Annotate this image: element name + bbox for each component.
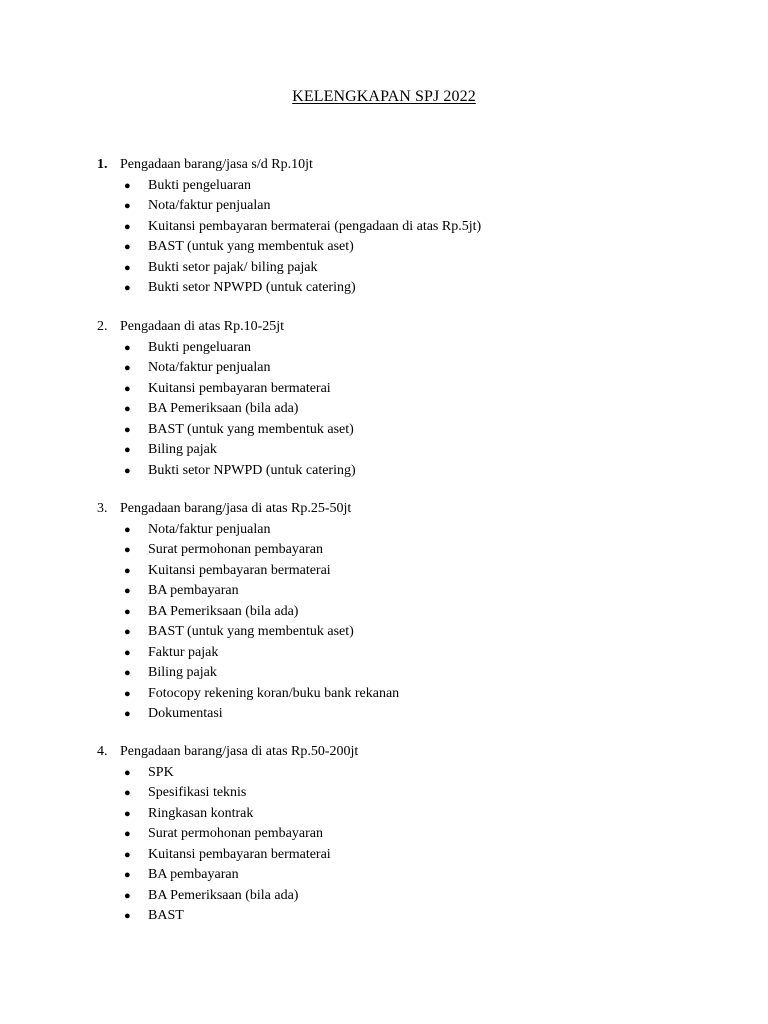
list-item [0,906,768,927]
section-items [0,176,768,299]
bullet-icon: ● [124,626,131,638]
list-item-text: Bukti setor NPWPD (untuk catering) [148,280,356,295]
section-label: Pengadaan barang/jasa di atas Rp.50-200jt [120,744,359,759]
list-item [0,420,768,441]
list-item-text: Surat permohonan pembayaran [148,826,323,841]
list-item [0,622,768,643]
list-item [0,704,768,725]
bullet-icon: ● [124,444,131,456]
section-number: 2. [97,319,108,334]
bullet-icon: ● [124,362,131,374]
list-item [0,763,768,784]
list-item [0,338,768,359]
list-item-text: Biling pajak [148,442,217,457]
section-3 [0,499,768,725]
list-item [0,643,768,664]
section-number: 4. [97,744,108,759]
list-item [0,278,768,299]
list-item-text: Bukti pengeluaran [148,339,252,355]
list-item [0,399,768,420]
list-item-text: Nota/faktur penjualan [148,360,271,375]
list-item-text: Bukti pengeluaran [148,177,252,193]
bullet-icon: ● [124,807,131,820]
list-item [0,440,768,461]
bullet-icon: ● [124,828,131,840]
list-item [0,237,768,258]
document-title: KELENGKAPAN SPJ 2022 [292,88,476,105]
bullet-icon: ● [124,523,131,536]
list-item-text: BAST (untuk yang membentuk aset) [148,239,354,254]
list-item-text: BAST (untuk yang membentuk aset) [148,624,354,639]
bullet-icon: ● [124,889,131,902]
bullet-icon: ● [124,544,131,556]
bullet-icon: ● [124,646,131,659]
list-item [0,684,768,705]
list-item-text: Nota/faktur penjualan [148,198,271,213]
bullet-icon: ● [124,585,131,597]
bullet-icon: ● [124,869,131,881]
list-item-text: Fotocopy rekening koran/buku bank rekanan [148,685,400,701]
list-item-text: Biling pajak [148,665,217,680]
list-item [0,520,768,541]
section-4 [0,742,768,927]
list-item [0,176,768,197]
list-item [0,196,768,217]
list-item-text: Ringkasan kontrak [148,805,254,821]
list-item-text: Kuitansi pembayaran bermaterai [148,380,331,396]
list-item-text: Faktur pajak [148,644,219,660]
section-label: Pengadaan di atas Rp.10-25jt [120,319,285,334]
list-item [0,602,768,623]
list-item [0,886,768,907]
section-heading [0,317,768,338]
list-item [0,258,768,279]
list-item [0,217,768,238]
list-item [0,824,768,845]
list-item-text: Bukti setor NPWPD (untuk catering) [148,462,356,478]
bullet-icon: ● [124,282,131,294]
list-item-text: BAST [148,908,184,923]
list-item-text: Spesifikasi teknis [148,785,247,800]
list-item-text: BA pembayaran [148,867,239,882]
list-item-text: Surat permohonan pembayaran [148,542,323,557]
list-item-text: BA Pemeriksaan (bila ada) [148,887,299,903]
list-item [0,783,768,804]
section-label: Pengadaan barang/jasa s/d Rp.10jt [120,157,313,172]
list-item [0,561,768,582]
section-label: Pengadaan barang/jasa di atas Rp.25-50jt [120,501,352,516]
bullet-icon: ● [124,708,131,720]
section-items [0,338,768,482]
bullet-icon: ● [124,261,131,274]
bullet-icon: ● [124,787,131,799]
bullet-icon: ● [124,910,131,922]
bullet-icon: ● [124,200,131,212]
section-2 [0,317,768,481]
list-item [0,379,768,400]
list-item-text: SPK [148,764,174,780]
section-heading [0,499,768,520]
bullet-icon: ● [124,687,131,700]
list-item [0,845,768,866]
list-item-text: Kuitansi pembayaran bermaterai [148,846,331,862]
section-heading [0,742,768,763]
list-item [0,461,768,482]
bullet-icon: ● [124,179,131,192]
bullet-icon: ● [124,423,131,436]
bullet-icon: ● [124,341,131,354]
section-number: 3. [97,501,108,516]
section-items [0,520,768,725]
section-1 [0,155,768,299]
bullet-icon: ● [124,667,131,679]
list-item [0,581,768,602]
list-item [0,358,768,379]
list-item-text: Bukti setor pajak/ biling pajak [148,259,318,275]
section-items [0,763,768,927]
bullet-icon: ● [124,605,131,618]
list-item [0,540,768,561]
bullet-icon: ● [124,464,131,477]
bullet-icon: ● [124,220,131,233]
bullet-icon: ● [124,766,131,779]
list-item-text: Nota/faktur penjualan [148,521,271,537]
list-item-text: BA Pemeriksaan (bila ada) [148,401,299,416]
section-number: 1. [97,157,108,172]
list-item-text: BA Pemeriksaan (bila ada) [148,603,299,619]
list-item-text: Dokumentasi [148,706,223,721]
list-item-text: BAST (untuk yang membentuk aset) [148,421,354,437]
bullet-icon: ● [124,403,131,415]
list-item-text: Kuitansi pembayaran bermaterai [148,562,331,578]
section-heading [0,155,768,176]
list-item-text: BA pembayaran [148,583,239,598]
bullet-icon: ● [124,848,131,861]
bullet-icon: ● [124,241,131,253]
bullet-icon: ● [124,564,131,577]
bullet-icon: ● [124,382,131,395]
list-item [0,663,768,684]
list-item-text: Kuitansi pembayaran bermaterai (pengadaan di atas Rp.5jt) [148,218,482,234]
list-item [0,865,768,886]
list-item [0,804,768,825]
